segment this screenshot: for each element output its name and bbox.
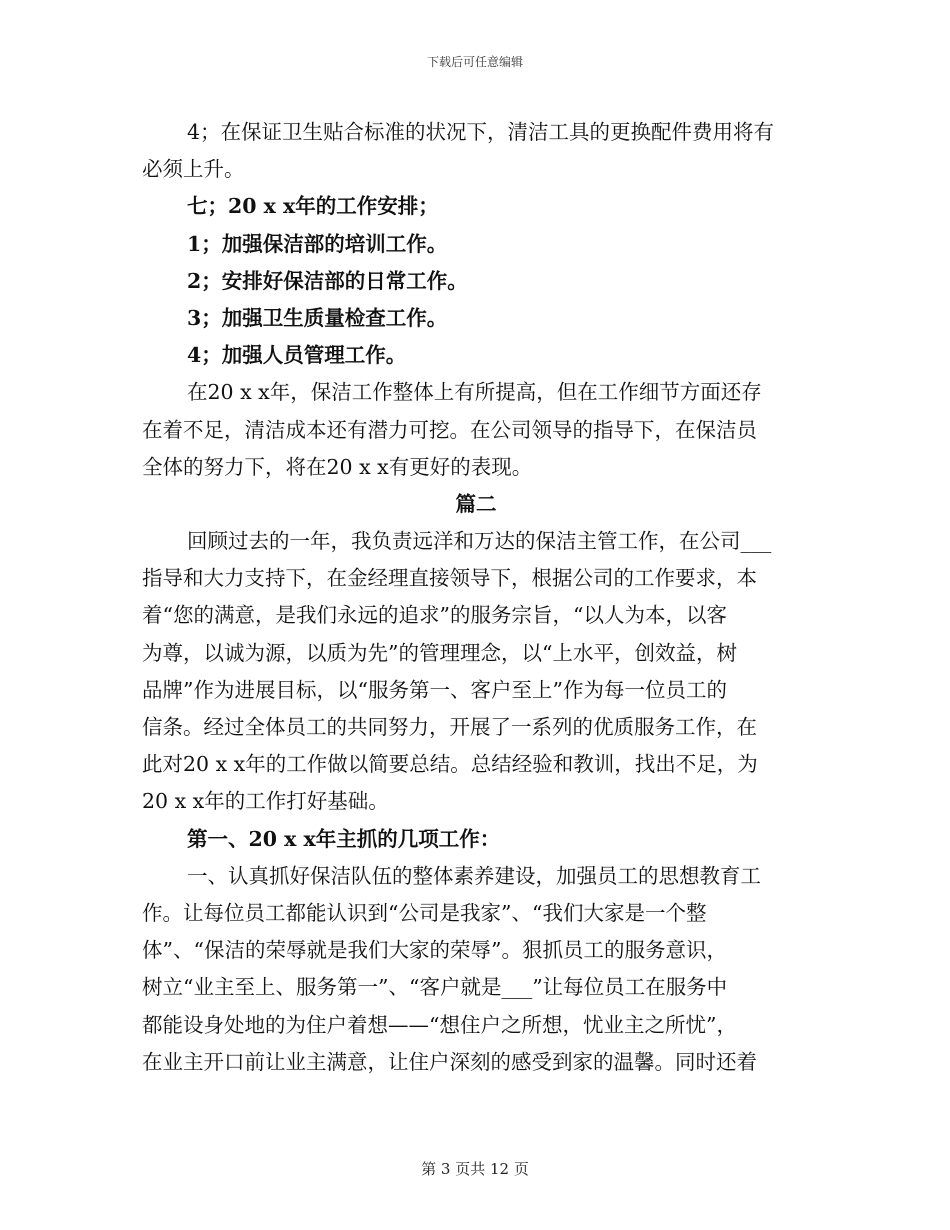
paragraph-line: 全体的努力下，将在20 x x有更好的表现。 (142, 454, 533, 479)
list-item: 4；加强人员管理工作。 (187, 343, 407, 368)
section-heading: 第一、20 x x年主抓的几项工作： (187, 826, 501, 851)
chapter-title: 篇二 (455, 491, 497, 516)
paragraph-line: 作。让每位员工都能认识到“公司是我家”、“我们大家是一个整 (142, 900, 707, 925)
paragraph-line: 在着不足，清洁成本还有潜力可挖。在公司领导的指导下，在保洁员 (142, 417, 757, 442)
paragraph-line: 在业主开口前让业主满意，让住户深刻的感受到家的温馨。同时还着 (142, 1049, 757, 1074)
paragraph-line: 在20 x x年，保洁工作整体上有所提高，但在工作细节方面还存 (187, 380, 762, 405)
paragraph-line: 一、认真抓好保洁队伍的整体素养建设，加强员工的思想教育工 (187, 863, 761, 888)
paragraph-line: 树立“业主至上、服务第一”、“客户就是___”让每位员工在服务中 (142, 975, 728, 1000)
section-heading: 七；20 x x年的工作安排； (187, 194, 439, 219)
paragraph-line: 20 x x年的工作打好基础。 (142, 789, 389, 814)
paragraph-line: 品牌”作为进展目标，以“服务第一、客户至上”作为每一位员工的 (142, 677, 727, 702)
paragraph-line: 此对20 x x年的工作做以简要总结。总结经验和教训，找出不足，为 (142, 752, 758, 777)
paragraph-line: 都能设身处地的为住户着想——“想住户之所想，忧业主之所忧”， (142, 1012, 737, 1037)
page-footer: 第 3 页共 12 页 (421, 1160, 529, 1178)
paragraph-line: 为尊，以诚为源，以质为先”的管理理念，以“上水平，创效益，树 (142, 640, 737, 665)
paragraph-line: 回顾过去的一年，我负责远洋和万达的保洁主管工作，在公司___ (187, 529, 772, 554)
paragraph-line: 着“您的满意，是我们永远的追求”的服务宗旨，“以人为本，以客 (142, 603, 727, 628)
list-item: 1；加强保洁部的培训工作。 (187, 231, 448, 256)
list-item: 2；安排好保洁部的日常工作。 (187, 268, 468, 293)
paragraph-line: 4；在保证卫生贴合标准的状况下，清洁工具的更换配件费用将有 (187, 120, 775, 144)
paragraph-line: 必须上升。 (142, 157, 245, 182)
list-item: 3；加强卫生质量检查工作。 (187, 305, 448, 330)
document-body (142, 114, 810, 1081)
paragraph-line: 体”、“保洁的荣辱就是我们大家的荣辱”。狠抓员工的服务意识， (142, 938, 727, 963)
paragraph-line: 信条。经过全体员工的共同努力，开展了一系列的优质服务工作，在 (142, 715, 757, 739)
page-header: 下载后可任意编辑 (426, 55, 523, 69)
paragraph-line: 指导和大力支持下，在金经理直接领导下，根据公司的工作要求，本 (142, 566, 757, 591)
